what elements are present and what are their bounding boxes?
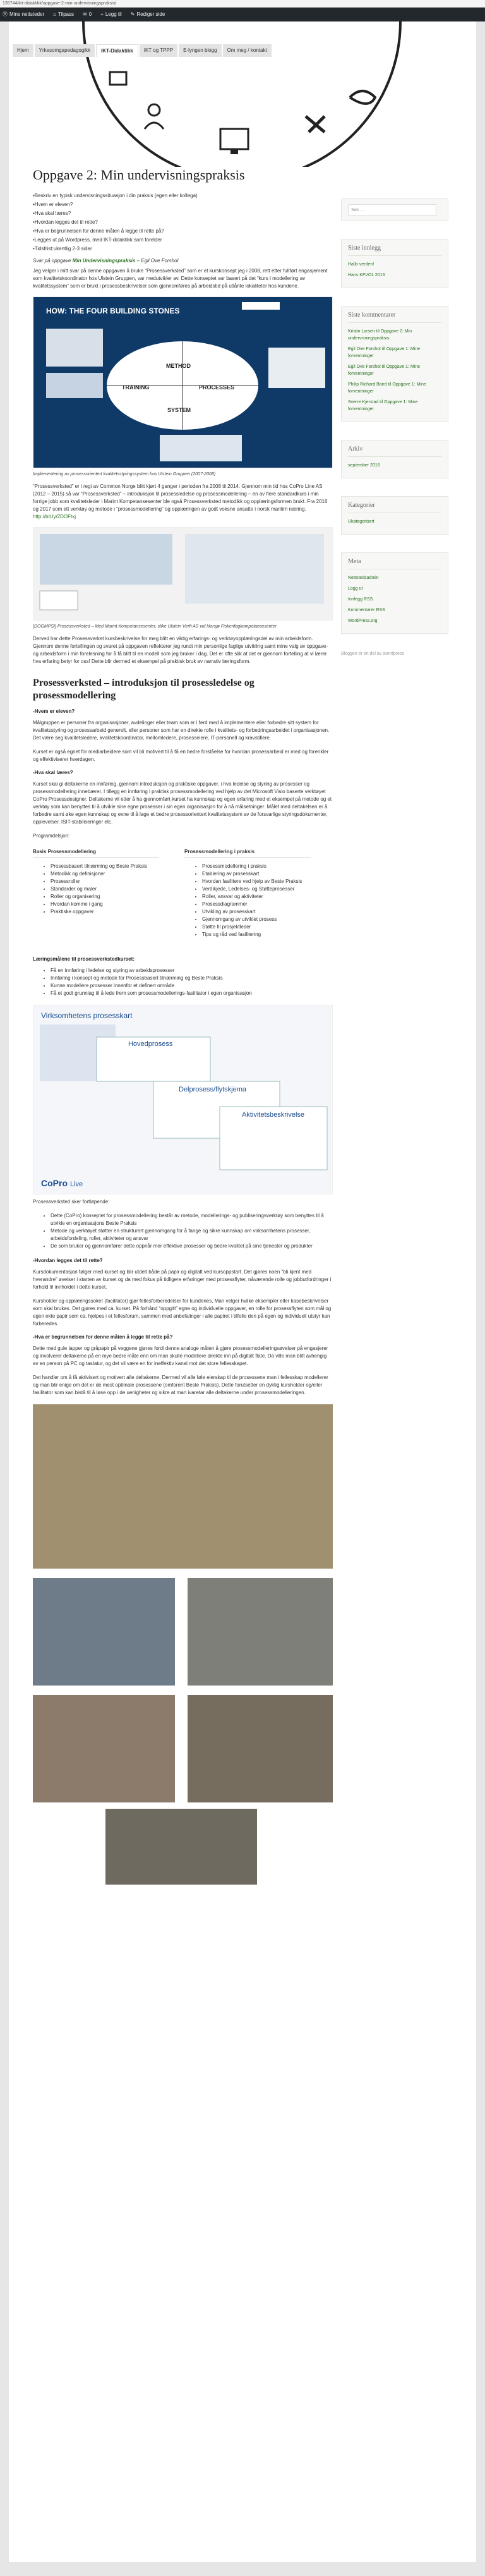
fig3-title2: Hovedprosess bbox=[128, 1040, 173, 1048]
list-item: • Praktiske oppgaver bbox=[51, 908, 159, 916]
meta-link[interactable]: Logg ut bbox=[348, 586, 363, 591]
fig3-title1: Virksomhetens prosesskart bbox=[41, 1011, 133, 1020]
prosessverksted-graphic bbox=[33, 528, 332, 620]
comment-link[interactable]: Egil Ove Forshol til Oppgave 1: Mine forventninger bbox=[348, 347, 420, 358]
paragraph: Det handler om å få aktivisert og motivert alle deltakerne. Dermed vil alle føle eierskap til de prosessene man i fellesskap modellerer og man blir enige om det er de mest optimale prosessene (omforent Beste Praksis). Dette forutsetter en dyktig kursholder og/eller fasilitator som kan bistå til å løse opp i de uenigheter og sikre at man ivaretar alle deltakerne under prosessmodelleringen. bbox=[33, 1375, 328, 1395]
col-list bbox=[33, 863, 159, 916]
nav-item-yrkespedagogikk[interactable]: Yrkesomgapedagogikk bbox=[35, 44, 95, 57]
tools-icon bbox=[306, 116, 325, 132]
list-item: • Prosessmodellering i praksis bbox=[202, 863, 311, 870]
list-item: • Tips og råd ved fasilitering bbox=[202, 931, 311, 939]
list-item: • Metode og verktøyet støtter en strukturert gjennomgang for å fange og sikre kunnskap om virksomhetens prosesser, arbeidsfordeling, roller, aktiviteter og ansvar bbox=[51, 1227, 333, 1242]
question-item: •Legges ut på Wordpress, med IKT-didaktikk som forelder bbox=[33, 237, 162, 243]
widget-archive bbox=[341, 440, 448, 478]
paragraph-text: “Prosessverksted” er i regi av Common Norge blitt kjørt 4 ganger i perioden fra 2008 til 2014. Gjennom min tid hos CoPro Line AS (2012 – 2015) så var “Prosessverksted” – introduksjon til prosessledelse og prosessmodellering – en av flere standardkurs i min forrige jobb som kvalitetsleder i Marint Kompetansesenter ble også Prosessverksted metodikk og opplæringsformen brukt. Fra 2016 og 2017 som ett verktøy og metode i “prosessmodellering” og opplæringen av godt voksne ansatte i norsk maritim næring. bbox=[33, 483, 328, 512]
list-item: • Hvordan komme i gang bbox=[51, 901, 159, 908]
recent-post-link[interactable]: Hallo verden! bbox=[348, 262, 374, 267]
subheading-what: -Hva skal læres? bbox=[33, 770, 73, 775]
widget-title: Kategorier bbox=[348, 502, 441, 513]
header-illustration bbox=[9, 21, 476, 167]
list-item: • Roller, ansvar og aktiviteter bbox=[202, 893, 311, 901]
copro-process-graphic bbox=[33, 1005, 332, 1194]
workshop-photo bbox=[188, 1578, 333, 1686]
person-icon bbox=[145, 104, 164, 129]
widget-search bbox=[341, 198, 448, 221]
plus-icon: + bbox=[100, 11, 104, 17]
list-item: • Standarder og maler bbox=[51, 885, 159, 893]
question-item: •Beskriv en typisk undervisningssituasjon i din praksis (egen eller kollega) bbox=[33, 193, 198, 198]
nav-item-home[interactable]: Hjem bbox=[13, 44, 33, 57]
admin-comments[interactable] bbox=[83, 8, 92, 21]
figure-caption: [DOGMPSI] Prosessverksted – Med Marint Kompetansesenter, slike Ulstein Verft AS vid Norsjø Fiskerifagkompetansesenter bbox=[33, 624, 277, 629]
question-item: •Hvordan legges det til rette? bbox=[33, 219, 98, 225]
comment-link[interactable]: Egil Ove Forshol til Oppgave 1: Mine forventninger bbox=[348, 365, 420, 376]
admin-customize[interactable] bbox=[53, 8, 74, 21]
comment-link[interactable]: Philip Richard Baird til Oppgave 1: Mine forventninger bbox=[348, 382, 426, 394]
admin-sites[interactable] bbox=[3, 8, 44, 21]
workshop-photo bbox=[33, 1695, 175, 1802]
wp-admin-bar bbox=[0, 8, 485, 21]
admin-customize-label: Tilpass bbox=[57, 11, 75, 17]
workshop-photo bbox=[33, 1578, 175, 1686]
workshop-photo bbox=[33, 1404, 333, 1569]
svg-text:METHOD: METHOD bbox=[166, 363, 191, 369]
workshop-photo bbox=[188, 1695, 333, 1802]
question-item: •Hvem er eleven? bbox=[33, 202, 73, 207]
comment-icon: ✉ bbox=[83, 11, 87, 17]
pencil-icon: ✎ bbox=[130, 11, 135, 17]
fig3-title3: Delprosess/flytskjema bbox=[179, 1086, 246, 1093]
col-list bbox=[184, 863, 311, 939]
svg-text:HOW: THE FOUR BUILDING STONES: HOW: THE FOUR BUILDING STONES bbox=[46, 307, 180, 315]
fig3-title4: Aktivitetsbeskrivelse bbox=[242, 1111, 305, 1119]
list-item: • Få et godt grunnlag til å lede frem som prosessmodellerings-fasilitator i egen organisasjon bbox=[51, 990, 333, 997]
paragraph: Kurset er også egnet for mediarbeidere som vil bli motivert til å få en bedre forståelse for hvordan prosessarbeid er med og forenkler og effektiviserer hverdagen. bbox=[33, 749, 329, 762]
question-item: •Hva skal læres? bbox=[33, 210, 71, 216]
widget-recent-comments bbox=[341, 306, 448, 422]
list-item: • Få en innføring i ledelse og styring av arbeidsprosesser bbox=[51, 967, 333, 975]
list-item: • Verdikjede, Ledelses- og Støtteprosesser bbox=[202, 885, 311, 893]
section-heading: Prosessverksted – introduksjon til prosessledelse og prosessmodellering bbox=[33, 677, 254, 701]
category-link[interactable]: Ukategorisert bbox=[348, 519, 374, 524]
meta-link[interactable]: Kommentarer RSS bbox=[348, 608, 385, 612]
method-label: Prosessverksted sker fortløpende: bbox=[33, 1199, 110, 1205]
meta-link[interactable]: Nettstedsadmin bbox=[348, 576, 379, 580]
programme-col-praksis bbox=[184, 849, 311, 946]
list-item: • Gjennomgang av utviklet prosess bbox=[202, 916, 311, 923]
list-item: • Kunne modellere prosesser innenfor et definert område bbox=[51, 982, 333, 990]
goals-list bbox=[33, 967, 333, 997]
list-item: • Metodikk og definisjoner bbox=[51, 870, 159, 878]
intro-prefix: Svar på oppgave bbox=[33, 258, 71, 264]
programme-columns bbox=[33, 849, 333, 946]
footer-note: Bloggen er en del av Wordpress bbox=[341, 652, 404, 656]
programme-label: Programdelsjon: bbox=[33, 833, 70, 839]
admin-sites-label: Mine nettsteder bbox=[9, 11, 45, 17]
search-input[interactable]: Søk ... bbox=[348, 204, 436, 216]
col-title: Basis Prosessmodellering bbox=[33, 849, 159, 858]
col-title: Prosessmodellering i praksis bbox=[184, 849, 311, 858]
nav-item-blogg[interactable]: E-lyngen blogg bbox=[179, 44, 221, 57]
hand-icon bbox=[350, 91, 375, 104]
main-content bbox=[33, 167, 333, 1885]
widget-meta bbox=[341, 552, 448, 634]
figure-four-building-stones bbox=[33, 296, 333, 468]
widget-categories bbox=[341, 496, 448, 535]
four-building-stones-graphic bbox=[33, 297, 332, 468]
list-item: • Støtte til prosjektleder bbox=[202, 923, 311, 931]
fig3-logo: CoPro bbox=[41, 1178, 68, 1188]
paragraph bbox=[33, 483, 333, 521]
list-item: • Prosessdiagrammer bbox=[202, 901, 311, 908]
paragraph: Målgruppen er personer fra organisasjoner, avdelinger eller team som er i ferd med å implementere eller forbedre sitt system for kvalitetsstyring og prosessarbeid generelt, eller personer som har en direkte rolle i kvalitets- og forbedringsarbeidet i organisasjonen. Det være seg kvalitetsledere, kvalitetskoordinator, mellomledere, prosesseiere, IT-personell og kravstillere. bbox=[33, 720, 330, 741]
short-link[interactable]: http://bit.ly/2DOFtxj bbox=[33, 514, 76, 519]
photo-gallery bbox=[33, 1404, 333, 1885]
figure-caption: Implementering av prosessorientert kvalitetsstyringssystem hos Ulstein Gruppen (2007-2008) bbox=[33, 472, 216, 477]
list-item: • Prosessroller bbox=[51, 878, 159, 885]
list-item: • Innføring i konsept og metode for Prosessbasert tilnærming og Beste Praksis bbox=[51, 975, 333, 982]
method-list bbox=[33, 1212, 333, 1250]
paragraph: Kursholder og opplæringssoker (facilitator) gjør fellesforberedelser for kundenes, Man velger hvilke eksempler eller kasebeskrivelser som skal brukes. Det gjøres med ca. kurset. På forhånd “oppgitt” egne og individuelle oppgaver, en rolle for prosessflyten som mål og egen ekte papir som ca. hjelpes i et fellesforum, sammen med anbefalinger i alle papiret i tilfelle den på egen og individuell utstyr kan forberedes. bbox=[33, 1298, 332, 1327]
subheading-who: -Hvem er eleven? bbox=[33, 708, 75, 714]
figure-prosessverksted-marint bbox=[33, 527, 333, 621]
programme-col-basis bbox=[33, 849, 159, 946]
question-item: •Tidsfrist:ukentlig 2-3 sider bbox=[33, 246, 92, 252]
paragraph: Derved har dette Prosessverket kursbeskrivelse for meg blitt en viktig erfarings- og verktøyopplæringsdel av min arbeidsform. Gjennom denne fortellingen og svaret på oppgaven reflekterer jeg rundt min personlige faglige utvikling samt mine valg av oppgave- og arbeidsform i min forelesning for å få blitt til en modell som jeg bruker i dag. Det er ofte slik at det er gjennom fortelling at vi lærer hva erfaring betyr for oss! Dette blir dermed et eksempel på praktisk bruk av narrativ læringsform. bbox=[33, 636, 328, 664]
site-header bbox=[9, 21, 476, 186]
intro-bold: Min Undervisningspraksis bbox=[72, 258, 136, 264]
home-icon: ⌂ bbox=[53, 11, 56, 17]
intro-suffix: – Egil Ove Forshol bbox=[136, 258, 179, 264]
list-item: • Prosessbasert tilnærming og Beste Praksis bbox=[51, 863, 159, 870]
page-title: Oppgave 2: Min undervisningspraksis bbox=[33, 167, 245, 183]
paragraph: Kursdokumentasjon følger med kurset og blir utdelt både på papir og digitalt ved kursoppstart. Det gjøres noen “bli kjent med hverandre” øvelser i starten av kurset og da med fokus på tidligere erfaringer med prosessflyter, nåværende rolle og jobbutfordringer i forhold til innholdet i dette kurset. bbox=[33, 1269, 332, 1290]
monitor-icon bbox=[220, 129, 248, 154]
archive-link[interactable]: september 2016 bbox=[348, 463, 380, 468]
goals-title: Læringsmålene til prosessverkstedkurset: bbox=[33, 956, 135, 962]
widget-recent-posts bbox=[341, 239, 448, 288]
question-item: •Hva er begrunnelsen for denne måten å legge til rette på? bbox=[33, 228, 164, 234]
answer-intro bbox=[33, 258, 333, 264]
widget-title: Meta bbox=[348, 558, 441, 569]
admin-edit[interactable] bbox=[131, 8, 165, 21]
workshop-photo bbox=[105, 1809, 257, 1885]
book-icon bbox=[110, 72, 126, 85]
list-item: • Hvordan fasilitere ved hjelp av Beste Praksis bbox=[202, 878, 311, 885]
list-item: • De som bruker og gjennomfører dette oppnår mer effektive prosesser og bedre kvalitet på sine tjenester og produkter bbox=[51, 1242, 333, 1250]
comment-link[interactable]: Kristin Larsen til Oppgave 2: Min undervisningspraksis bbox=[348, 329, 412, 341]
nav-item-kontakt[interactable]: Om meg / kontakt bbox=[223, 44, 272, 57]
paragraph: Jeg velger i mitt svar på denne oppgaven å bruke “Prosessverksted” som er et kurskonsept jeg i 2008, rett etter fullført engasjement som kvalitetskoordinator hos Ulstein Gruppen, var medutvikler av. Dette konseptet var basert på det “kurs i modellering av kvalitetssystem” som er brukt i prosessbeskrivelser som gjennomføres på arbeidstid på utlånte lokaliteter hos kundene. bbox=[33, 268, 328, 289]
subheading-how: -Hvordan legges det til rette? bbox=[33, 1258, 103, 1263]
browser-url-bar[interactable]: 135744/ikt-didaktikk/oppgave-2-min-undervisningspraksis/ bbox=[0, 0, 485, 8]
paragraph: Dette med gule lapper og gråpapir på veggene gjøres fordi denne analoge måten å gjøre prosessmodelleringsøvelser på engasjerer og involverer deltakerne på en mye bedre måte enn om man skulle modellere direkte inn på digitalt flate. Da ville man blitt avhengig av en person på PC og tastatur, og det vil være en for ineffektiv kanal mot det store fellesskapet. bbox=[33, 1346, 328, 1366]
list-item: • Etablering av prosesskart bbox=[202, 870, 311, 878]
nav-item-ikt-didaktikk[interactable]: IKT-Didaktikk bbox=[96, 44, 138, 57]
figure-copro-process-map bbox=[33, 1005, 333, 1194]
svg-text:SYSTEM: SYSTEM bbox=[167, 407, 191, 413]
widget-title: Arkiv bbox=[348, 446, 441, 457]
wordpress-icon: Ⓦ bbox=[3, 11, 8, 17]
widget-title: Siste innlegg bbox=[348, 245, 441, 256]
sidebar bbox=[341, 198, 448, 656]
svg-text:PROCESSES: PROCESSES bbox=[199, 384, 235, 391]
paragraph: Kurset skal gi deltakerne en innføring, gjennom introduksjon og praktiske oppgaver, i hva ledelse og styring av prosesser og prosessmodellering innebærer. I tillegg en innføring i praktisk prosessmodellering ved hjelp av det Microsoft Visio baserte verktøyet CoPro Prosessdesigner. Deltakerne vil etter å ha gjennomført kurset ha kunnskap og egen erfaring med et eksempel på metode og et verktøy som kan benyttes til å utvikle sine egne prosesser i sin egen organisasjon for å nå målsetninger. Målet med deltakelsen er å forbedre samt øke egen kunnskap og evne til å lage et bedre prosessorientert kvalitetssystem av de forsvarlige styringsdokumenter, opplevelser, ISIT-stabiliseringer etc. bbox=[33, 781, 332, 825]
main-nav bbox=[9, 44, 272, 57]
nav-item-ikt-tppp[interactable]: IKT og TPPP bbox=[140, 44, 177, 57]
recent-post-link[interactable]: Hans KFVOL 2016 bbox=[348, 273, 385, 277]
meta-link[interactable]: Innlegg RSS bbox=[348, 597, 373, 602]
list-item: • Utvikling av prosesskart bbox=[202, 908, 311, 916]
meta-link[interactable]: WordPress.org bbox=[348, 619, 378, 623]
admin-new[interactable] bbox=[100, 8, 121, 21]
page bbox=[9, 21, 476, 2562]
question-list bbox=[33, 192, 333, 253]
list-item: • Roller og organisering bbox=[51, 893, 159, 901]
admin-new-label: Legg til bbox=[105, 11, 122, 17]
list-item: • Dette (CoPro) konseptet for prosessmodellering består av metode, modellerings- og publiseringsverktøy som benyttes til å utvikle en organisasjons Beste Praksis bbox=[51, 1212, 333, 1227]
widget-title: Siste kommentarer bbox=[348, 312, 441, 323]
admin-comments-count: 0 bbox=[88, 11, 92, 17]
subheading-why: -Hva er begrunnelsen for denne måten å legge til rette på? bbox=[33, 1334, 173, 1340]
svg-text:TRAINING: TRAINING bbox=[122, 384, 150, 391]
comment-link[interactable]: Sverre Kjerstad til Oppgave 1: Mine forventninger bbox=[348, 400, 418, 411]
fig3-logo-live: Live bbox=[70, 1181, 83, 1188]
admin-edit-label: Rediger side bbox=[136, 11, 165, 17]
